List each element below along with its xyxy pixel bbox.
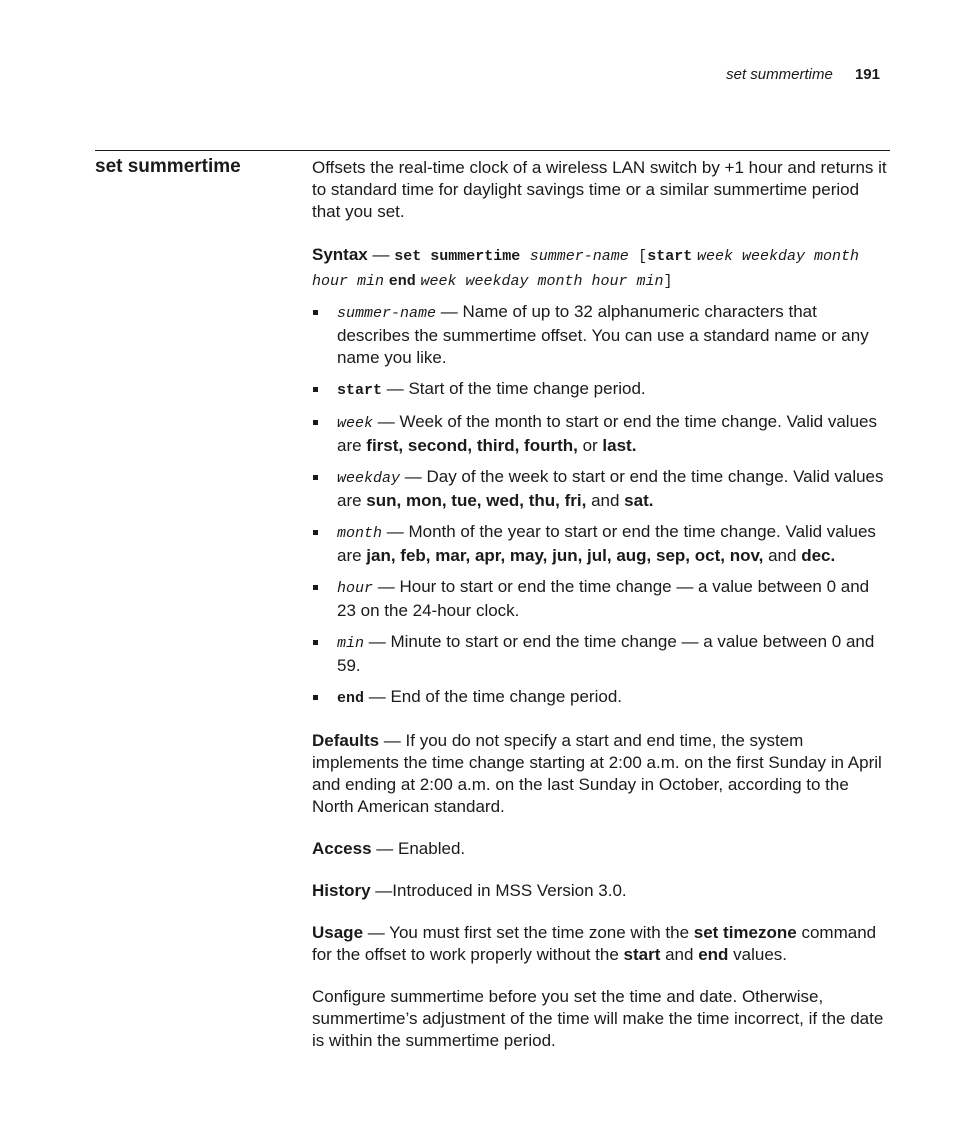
param-values: first, second, third, fourth, (366, 436, 578, 455)
param-desc: — Start of the time change period. (382, 379, 646, 398)
bullet-icon (313, 640, 318, 645)
running-title: set summertime (726, 66, 833, 83)
list-item (312, 378, 890, 402)
history-text: —Introduced in MSS Version 3.0. (370, 881, 627, 900)
defaults-label: Defaults (312, 731, 380, 750)
syntax-arg-name: summer-name (529, 248, 629, 265)
bullet-icon (313, 310, 318, 315)
param-conj: and (586, 491, 625, 510)
param-desc: — Week of the month to start or end the time change. Valid values are (337, 412, 877, 455)
param-term: end (337, 690, 365, 707)
param-values: jan, feb, mar, apr, may, jun, jul, aug, sep, oct, nov, (366, 546, 764, 565)
param-term: month (337, 525, 383, 542)
param-term: weekday (337, 470, 401, 487)
parameter-list (312, 301, 890, 710)
running-header (726, 66, 880, 83)
section-divider (95, 150, 890, 151)
usage-label: Usage (312, 923, 364, 942)
usage-text: and (660, 945, 699, 964)
intro-paragraph: Offsets the real-time clock of a wireless LAN switch by +1 hour and returns it to standard time for daylight savings time or a similar summertime period that you set. (312, 158, 887, 221)
syntax-label: Syntax (312, 245, 368, 264)
param-conj: and (763, 546, 802, 565)
usage-note-paragraph: Configure summertime before you set the time and date. Otherwise, summertime’s adjustment of the time will make the time incorrect, if the date is within the summertime period. (312, 987, 884, 1050)
param-values: sun, mon, tue, wed, thu, fri, (366, 491, 587, 510)
bullet-icon (313, 475, 318, 480)
access-text: — Enabled. (371, 839, 466, 858)
list-item (312, 301, 890, 369)
param-desc: — Month of the year to start or end the time change. Valid values are (337, 522, 876, 565)
syntax-kw-end: end (388, 273, 416, 290)
param-term: week (337, 415, 374, 432)
usage-text: values. (728, 945, 788, 964)
defaults-paragraph (312, 730, 890, 818)
param-last-value: last. (602, 436, 637, 455)
usage-command: set timezone (693, 923, 797, 942)
usage-kw-start: start (623, 945, 661, 964)
usage-paragraph (312, 922, 890, 966)
list-item (312, 411, 890, 457)
list-item (312, 631, 890, 677)
bullet-icon (313, 387, 318, 392)
param-term: summer-name (337, 305, 437, 322)
usage-kw-end: end (698, 945, 729, 964)
history-label: History (312, 881, 371, 900)
param-desc: — Minute to start or end the time change — a value between 0 and 59. (337, 632, 875, 675)
syntax-command: set summertime (394, 248, 521, 265)
bullet-icon (313, 420, 318, 425)
syntax-close-bracket: ] (663, 273, 673, 290)
param-term: hour (337, 580, 374, 597)
section-body (312, 157, 890, 1072)
bullet-icon (313, 695, 318, 700)
bullet-icon (313, 530, 318, 535)
list-item (312, 466, 890, 512)
param-desc: — Day of the week to start or end the time change. Valid values are (337, 467, 884, 510)
syntax-kw-start: start (647, 248, 693, 265)
usage-text: — You must first set the time zone with the (363, 923, 694, 942)
syntax-dash: — (367, 245, 395, 264)
param-desc: — Hour to start or end the time change — a value between 0 and 23 on the 24-hour clock. (337, 577, 870, 620)
param-conj: or (577, 436, 603, 455)
usage-text: command for the offset to work properly without the (312, 923, 877, 964)
param-term: min (337, 635, 365, 652)
param-desc: — End of the time change period. (364, 687, 623, 706)
access-paragraph (312, 838, 890, 860)
bullet-icon (313, 585, 318, 590)
syntax-line (312, 243, 890, 293)
param-term: start (337, 382, 383, 399)
page-number: 191 (854, 66, 880, 83)
list-item (312, 686, 890, 710)
access-label: Access (312, 839, 372, 858)
param-desc: — Name of up to 32 alphanumeric characters that describes the summertime offset. You can use a standard name or any name you like. (337, 302, 869, 367)
list-item (312, 576, 890, 622)
section-title: set summertime (95, 156, 241, 177)
syntax-open-bracket: [ (638, 248, 648, 265)
syntax-end-args: week weekday month hour min (420, 273, 664, 290)
list-item (312, 521, 890, 567)
param-last-value: sat. (624, 491, 654, 510)
param-last-value: dec. (801, 546, 836, 565)
history-paragraph (312, 880, 890, 902)
defaults-text: — If you do not specify a start and end time, the system implements the time change starting at 2:00 a.m. on the first Sunday in April and ending at 2:00 a.m. on the last Sunday in October, according to the North American standard. (312, 731, 882, 816)
syntax-start-args: week weekday month hour min (312, 248, 859, 290)
